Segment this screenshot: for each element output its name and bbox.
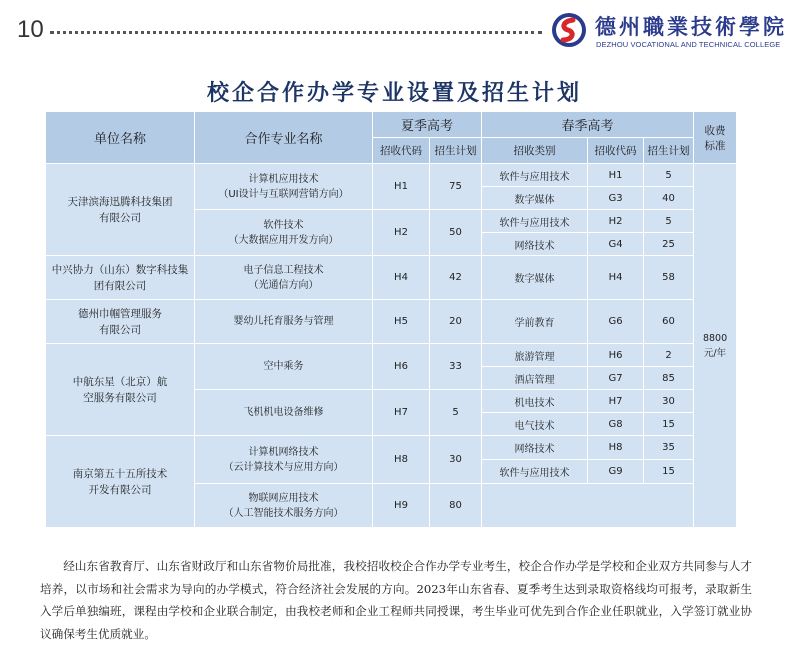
summer-plan: 30 [430,436,482,484]
spring-category: 网络技术 [482,436,588,460]
spring-plan: 15 [644,413,694,436]
summer-plan: 80 [430,484,482,528]
spring-plan: 85 [644,367,694,390]
major-line-2: （人工智能技术服务方向） [223,507,344,519]
spring-category: 酒店管理 [482,367,588,390]
page-title: 校企合作办学专业设置及招生计划 [206,80,582,106]
school-name-cn: 德州職業技術學院 [595,14,787,39]
table-row [46,436,737,460]
summer-plan: 75 [430,164,482,210]
summer-code: H4 [373,256,430,300]
spring-category: 软件与应用技术 [482,210,588,233]
spring-plan: 60 [644,300,694,344]
spring-category: 机电技术 [482,390,588,413]
major-name [195,484,373,528]
header-major: 合作专业名称 [195,112,373,164]
spring-code: H4 [588,256,644,300]
summer-code: H5 [373,300,430,344]
spring-category: 学前教育 [482,300,588,344]
major-name [195,436,373,484]
major-name [195,210,373,256]
summer-plan: 20 [430,300,482,344]
spring-category: 数字媒体 [482,256,588,300]
summer-code: H2 [373,210,430,256]
spring-category: 软件与应用技术 [482,164,588,187]
header-summer-plan: 招生计划 [430,138,482,164]
dotted-leader [50,31,542,34]
spring-code: G9 [588,460,644,484]
spring-plan: 15 [644,460,694,484]
spring-plan: 5 [644,210,694,233]
table-row [46,344,737,367]
major-name: 婴幼儿托育服务与管理 [195,300,373,344]
spring-code: G4 [588,233,644,256]
header-fee: 收费标准 [694,112,737,164]
major-line-2: （大数据应用开发方向） [228,234,339,246]
unit-name: 中兴协力（山东）数字科技集团有限公司 [46,256,195,300]
spring-category: 数字媒体 [482,187,588,210]
spring-code: G3 [588,187,644,210]
spring-category: 软件与应用技术 [482,460,588,484]
spring-plan: 25 [644,233,694,256]
spring-plan: 30 [644,390,694,413]
major-line-1: 电子信息工程技术 [243,264,324,276]
major-line-2: （云计算技术与应用方向） [223,461,344,473]
header-row-1 [46,112,737,138]
spring-code: G8 [588,413,644,436]
header-summer-code: 招收代码 [373,138,430,164]
spring-category: 电气技术 [482,413,588,436]
major-line-1: 计算机应用技术 [248,173,319,185]
spring-code: H6 [588,344,644,367]
major-line-2: （UI设计与互联网营销方向） [218,188,349,200]
major-name [195,164,373,210]
major-name: 飞机机电设备维修 [195,390,373,436]
page-header [0,0,789,64]
header-spring-code: 招收代码 [588,138,644,164]
table-row [46,164,737,187]
major-name: 空中乘务 [195,344,373,390]
summer-code: H6 [373,344,430,390]
enrollment-table [45,111,737,528]
major-name [195,256,373,300]
spring-plan: 2 [644,344,694,367]
header-spring-exam: 春季高考 [482,112,694,138]
spring-code: G7 [588,367,644,390]
description-paragraph: 经山东省教育厅、山东省财政厅和山东省物价局批准，我校招收校企合作办学专业考生，校企合作办学是学校和企业双方共同参与人才培养，以市场和社会需求为导向的办学模式，符合经济社会发展的方向。2023年山东省春、夏季考生达到录取资格线均可报考，录取新生入学后单独编班，课程由学校和企业联合制定，由我校老师和企业工程师共同授课，考生毕业可优先到合作企业任职就业，入学签订就业协议确保考生优质就业。 [40,559,752,641]
unit-name: 天津滨海迅腾科技集团有限公司 [46,164,195,256]
summer-plan: 33 [430,344,482,390]
spring-category: 旅游管理 [482,344,588,367]
spring-code: H7 [588,390,644,413]
summer-code: H1 [373,164,430,210]
summer-code: H7 [373,390,430,436]
spring-code: H8 [588,436,644,460]
header-unit: 单位名称 [46,112,195,164]
spring-plan: 5 [644,164,694,187]
summer-code: H9 [373,484,430,528]
header-summer-exam: 夏季高考 [373,112,482,138]
unit-name: 南京第五十五所技术开发有限公司 [46,436,195,528]
summer-plan: 5 [430,390,482,436]
spring-plan: 35 [644,436,694,460]
header-spring-plan: 招生计划 [644,138,694,164]
summer-plan: 42 [430,256,482,300]
major-line-1: 计算机网络技术 [248,446,319,458]
page-number: 10 [17,16,44,43]
major-line-2: （光通信方向） [248,279,319,291]
summer-plan: 50 [430,210,482,256]
empty-cell [482,484,694,528]
spring-plan: 40 [644,187,694,210]
spring-code: H2 [588,210,644,233]
spring-plan: 58 [644,256,694,300]
school-logo-icon [551,12,587,48]
spring-category: 网络技术 [482,233,588,256]
spring-code: G6 [588,300,644,344]
major-line-1: 软件技术 [263,219,304,231]
table-row [46,300,737,344]
summer-code: H8 [373,436,430,484]
fee-unit: 元/年 [703,347,727,359]
fee-amount: 8800 [702,332,728,344]
major-line-1: 物联网应用技术 [248,492,319,504]
fee-cell [694,164,737,528]
table-row [46,256,737,300]
spring-code: H1 [588,164,644,187]
unit-name: 德州巾帼管理服务有限公司 [46,300,195,344]
unit-name: 中航东星（北京）航空服务有限公司 [46,344,195,436]
school-name-en: DEZHOU VOCATIONAL AND TECHNICAL COLLEGE [596,40,781,49]
header-spring-category: 招收类别 [482,138,588,164]
